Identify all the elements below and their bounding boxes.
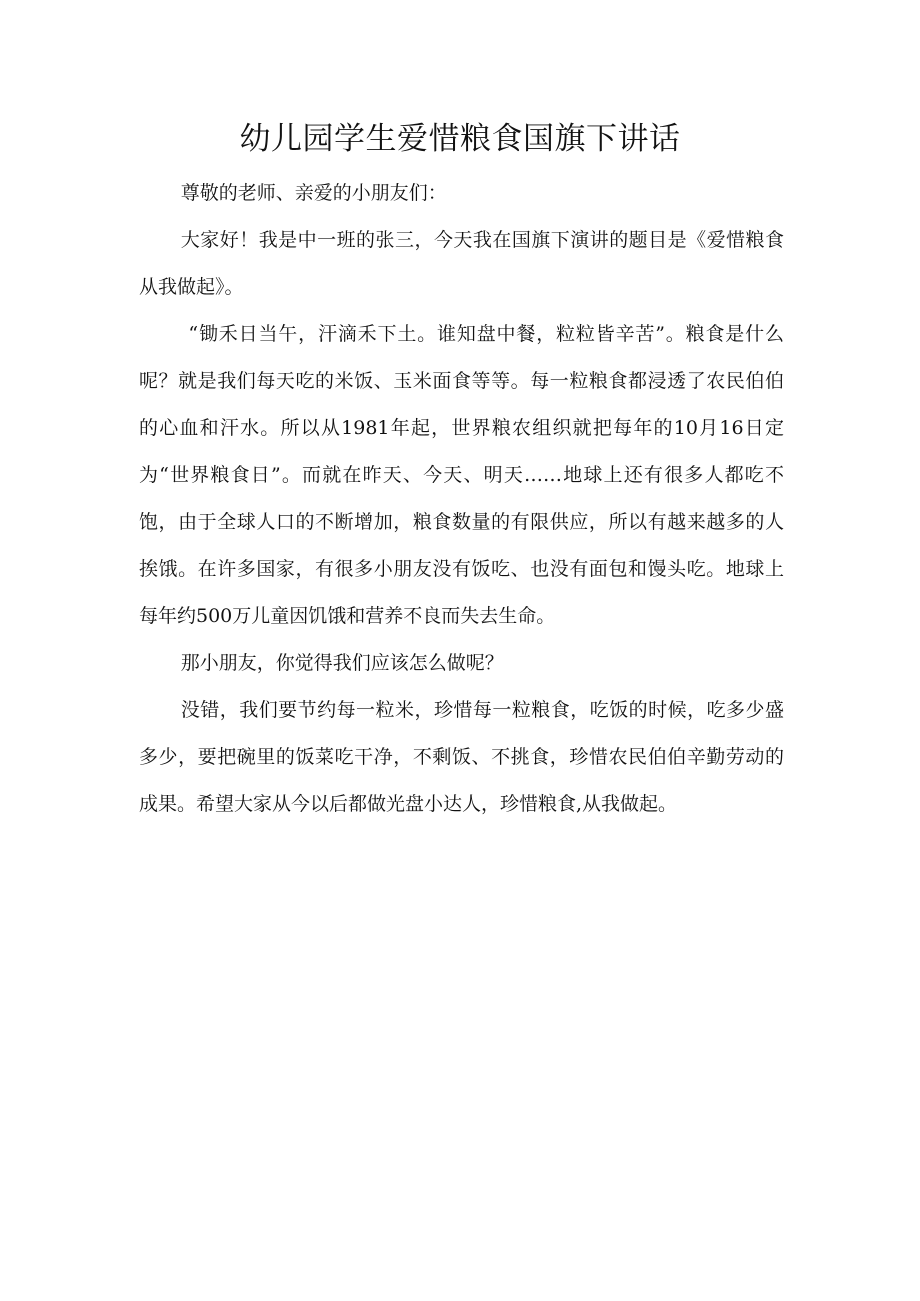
question-paragraph: 那小朋友，你觉得我们应该怎么做呢？ bbox=[180, 652, 504, 674]
intro-paragraph: 大家好！我是中一班的张三，今天我在国旗下演讲的题目是《爱惜粮食从我做起》。 bbox=[139, 229, 784, 298]
greeting-paragraph: 尊敬的老师、亲爱的小朋友们： bbox=[180, 182, 447, 204]
document-body bbox=[139, 170, 784, 828]
main-paragraph: “锄禾日当午，汗滴禾下土。谁知盘中餐，粒粒皆辛苦”。粮食是什么呢？就是我们每天吃的米饭、玉米面食等等。每一粒粮食都浸透了农民伯伯的心血和汗水。所以从1981年起，世界粮农组织就把每年的10月16日定为“世界粮食日”。而就在昨天、今天、明天……地球上还有很多人都吃不饱，由于全球人口的不断增加，粮食数量的有限供应，所以有越来越多的人挨饿。在许多国家，有很多小朋友没有饭吃、也没有面包和馒头吃。地球上每年约500万儿童因饥饿和营养不良而失去生命。 bbox=[139, 323, 784, 627]
document-title: 幼儿园学生爱惜粮食国旗下讲话 bbox=[239, 121, 681, 157]
conclusion-paragraph: 没错，我们要节约每一粒米，珍惜每一粒粮食，吃饭的时候，吃多少盛多少，要把碗里的饭菜吃干净，不剩饭、不挑食，珍惜农民伯伯辛勤劳动的成果。希望大家从今以后都做光盘小达人，珍惜粮食,从我做起。 bbox=[139, 699, 784, 815]
